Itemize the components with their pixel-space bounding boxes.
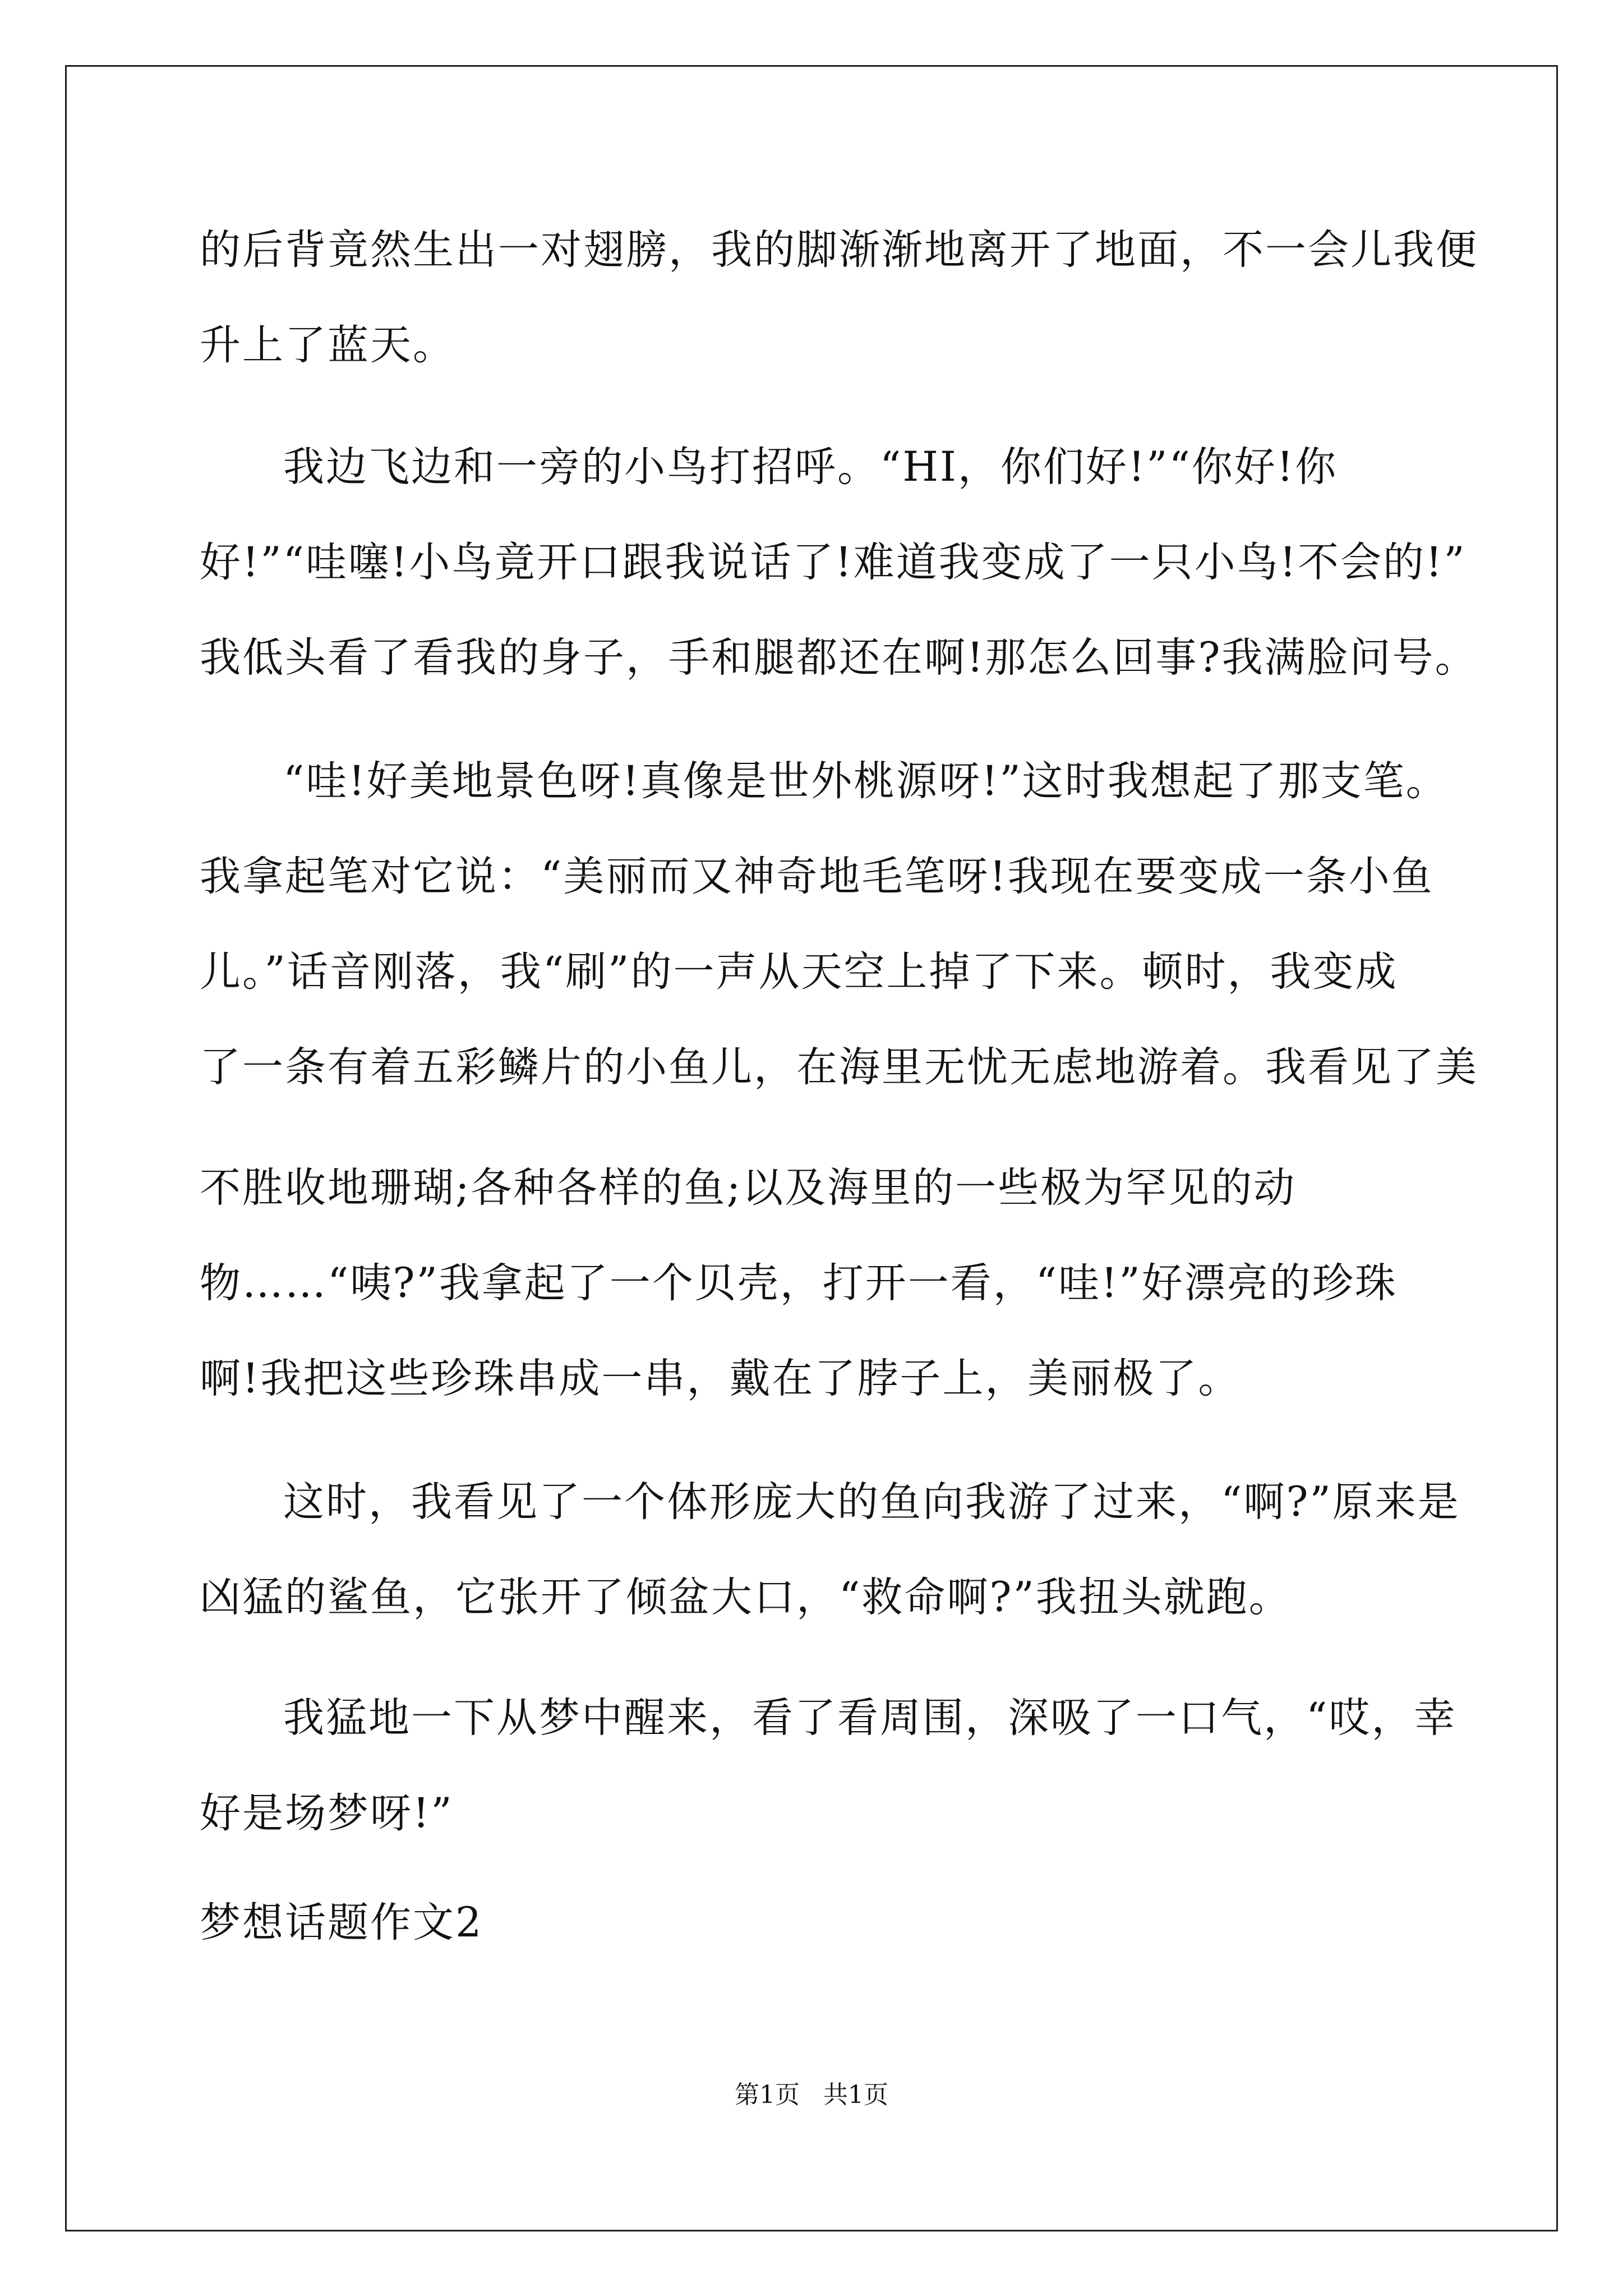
text-line: “哇!好美地景色呀!真像是世外桃源呀!”这时我想起了那支笔。: [283, 757, 1449, 805]
text-line: 好!”“哇噻!小鸟竟开口跟我说话了!难道我变成了一只小鸟!不会的!”: [200, 539, 1467, 586]
text-line: 啊!我把这些珍珠串成一串，戴在了脖子上，美丽极了。: [200, 1355, 1241, 1402]
text-line: 我低头看了看我的身子，手和腿都还在啊!那怎么回事?我满脸问号。: [200, 634, 1478, 682]
text-line: 不胜收地珊瑚;各种各样的鱼;以及海里的一些极为罕见的动: [200, 1164, 1297, 1212]
text-line: 儿。”话音刚落，我“刷”的一声从天空上掉了下来。顿时，我变成: [200, 948, 1398, 996]
text-line: 升上了蓝天。: [200, 321, 455, 369]
text-line: 了一条有着五彩鳞片的小鱼儿，在海里无忧无虑地游着。我看见了美: [200, 1043, 1478, 1091]
text-line: 这时，我看见了一个体形庞大的鱼向我游了过来，“啊?”原来是: [283, 1478, 1460, 1526]
text-line: 的后背竟然生出一对翅膀，我的脚渐渐地离开了地面，不一会儿我便: [200, 226, 1478, 274]
text-line: 我猛地一下从梦中醒来，看了看周围，深吸了一口气，“哎，幸: [283, 1694, 1457, 1742]
text-line: 好是场梦呀!”: [200, 1789, 454, 1837]
text-line: 我拿起笔对它说：“美丽而又神奇地毛笔呀!我现在要变成一条小鱼: [200, 853, 1434, 900]
section-heading: 梦想话题作文2: [200, 1899, 483, 1947]
page-total: 共1页: [823, 2081, 888, 2109]
text-line: 我边飞边和一旁的小鸟打招呼。“HI，你们好!”“你好!你: [283, 443, 1338, 491]
text-line: 物……“咦?”我拿起了一个贝壳，打开一看，“哇!”好漂亮的珍珠: [200, 1259, 1398, 1307]
text-line: 凶猛的鲨鱼，它张开了倾盆大口，“救命啊?”我扭头就跑。: [200, 1573, 1292, 1621]
page-number: 第1页: [735, 2081, 800, 2109]
page-footer: [0, 2078, 1623, 2112]
